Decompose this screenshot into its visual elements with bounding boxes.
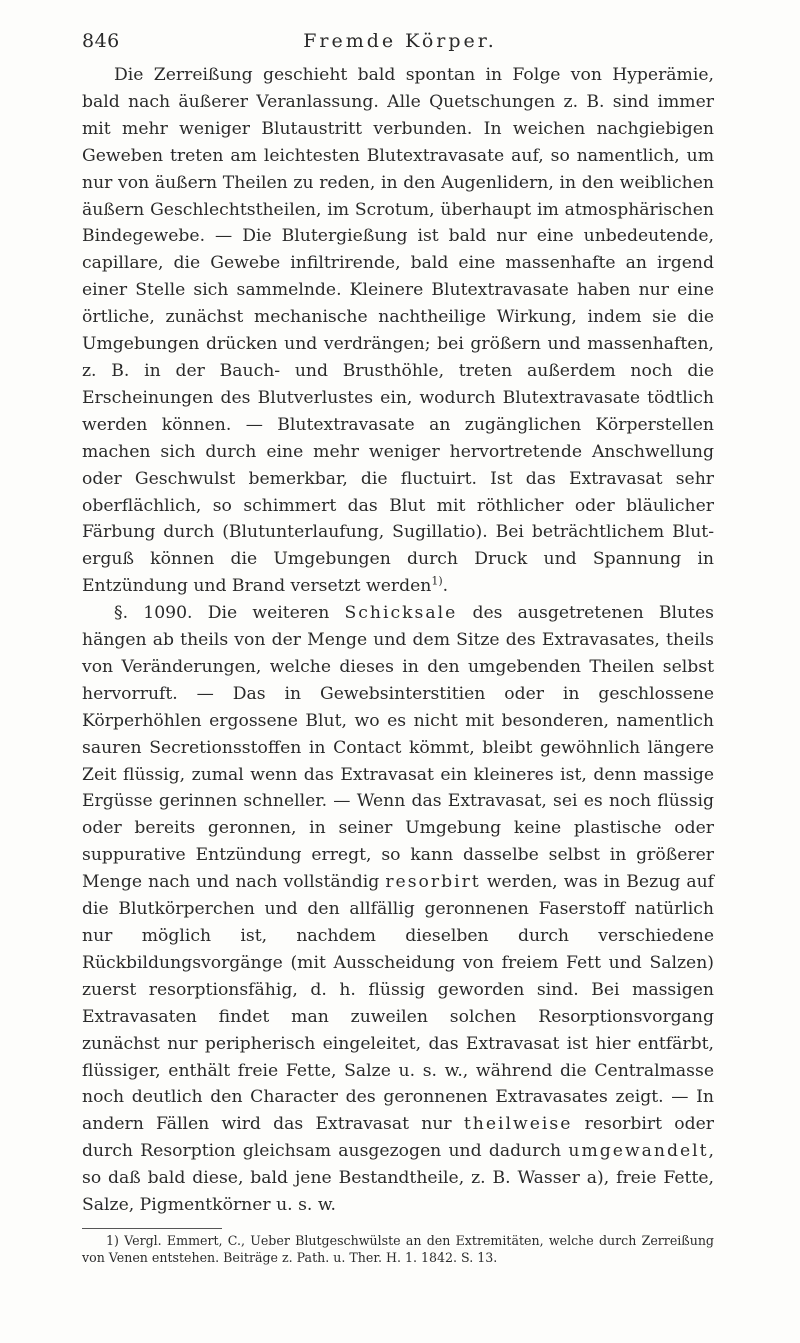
body-text	[82, 62, 714, 1219]
paragraph-1-text: Die Zerreißung geschieht bald spontan in Folge von Hyperämie, bald nach äußerer Veranlassung. Alle Quetschungen z. B. sind immer mit mehr weniger Blutaustritt verbunden. In weichen nachgiebigen Geweben treten am leichtesten Blutextravasate auf, so namentlich, um nur von äußern Theilen zu reden, in den Augenlidern, in den weiblichen äußern Geschlechtstheilen, im Scrotum, überhaupt im atmosphärischen Bindegewebe. — Die Blutergießung ist bald nur eine unbedeutende, capillare, die Gewebe infiltrirende, bald eine massenhafte an irgend einer Stelle sich sammelnde. Kleinere Blutextravasate haben nur eine örtliche, zunächst mechanische nachtheilige Wirkung, indem sie die Umgebungen drücken und verdrängen; bei größern und massenhaften, z. B. in der Bauch- und Brusthöhle, treten außerdem noch die Erscheinungen des Blutverlustes ein, wodurch Blutextravasate tödtlich werden können. — Blutextravasate an zugänglichen Körperstellen machen sich durch eine mehr weniger hervortretende Anschwellung oder Geschwulst bemerkbar, die fluctuirt. Ist das Extravasat sehr oberflächlich, so schimmert das Blut mit röthlicher oder bläulicher Färbung durch (Blutunterlaufung, Sugillatio). Bei beträchtlichem Bluterguß können die Umgebungen durch Druck und Spannung in Entzündung und Brand versetzt werden	[82, 65, 714, 597]
running-title: Fremde Körper.	[303, 30, 497, 52]
paragraph-2-text-b: werden, was in Bezug auf die Blutkörperchen und den allfällig geronnenen Faserstoff natürlich nur möglich ist, nachdem dieselben durch verschiedene Rückbildungsvorgänge (mit Ausscheidung von freiem Fett und Salzen) zuerst resorptionsfähig, d. h. flüssig geworden sind. Bei massigen Extravasaten findet man zuweilen solchen Resorptionsvorgang zunächst nur peripherisch eingeleitet, das Extravasat ist hier entfärbt, flüssiger, enthält freie Fette, Salze u. s. w., während die Centralmasse noch deutlich den Character des geronnenen Extravasates zeigt. — In andern Fällen wird das Extravasat nur	[82, 872, 715, 1135]
paragraph-2-text-d: , so daß bald diese, bald jene Bestandtheile, z. B. Wasser a), freie Fette, Salze, Pigmentkörner u. s. w.	[82, 1141, 714, 1216]
paragraph-2	[82, 600, 714, 1219]
footnote-reference[interactable]: 1)	[431, 574, 443, 588]
emphasis-schicksale: Schicksale	[344, 603, 458, 624]
paragraph-1	[82, 62, 714, 600]
footnote-divider	[82, 1228, 222, 1229]
emphasis-resorbirt: resorbirt	[385, 872, 481, 893]
paragraph-1-end: .	[442, 576, 449, 597]
page-number: 846	[82, 30, 120, 52]
emphasis-theilweise: theilweise	[463, 1114, 573, 1135]
page-header	[82, 30, 718, 60]
paragraph-2-text-a: des ausgetretenen Blutes hängen ab theils von der Menge und dem Sitze des Extravasates, theils von Veränderungen, welche dieses in den umgebenden Theilen selbst hervorruft. — Das in Gewebsinterstitien oder in geschlossene Körperhöhlen ergossene Blut, wo es nicht mit besonderen, namentlich sauren Secretionsstoffen in Contact kömmt, bleibt gewöhnlich längere Zeit flüssig, zumal wenn das Extravasat ein kleineres ist, denn massige Ergüsse gerinnen schneller. — Wenn das Extravasat, sei es noch flüssig oder bereits geronnen, in seiner Umgebung keine plastische oder suppurative Entzündung erregt, so kann dasselbe selbst in größerer Menge nach und nach vollständig	[82, 603, 714, 893]
footnote: 1) Vergl. Emmert, C., Ueber Blutgeschwülste an den Extremitäten, welche durch Zerreißung von Venen entstehen. Beiträge z. Path. u. Ther. H. 1. 1842. S. 13.	[82, 1233, 714, 1265]
section-1090-lead: §. 1090. Die weiteren	[114, 603, 345, 624]
paragraph-2-text-c: resorbirt oder durch Resorption gleichsam ausgezogen und dadurch	[82, 1114, 714, 1162]
emphasis-umgewandelt: umgewandelt	[568, 1141, 709, 1162]
